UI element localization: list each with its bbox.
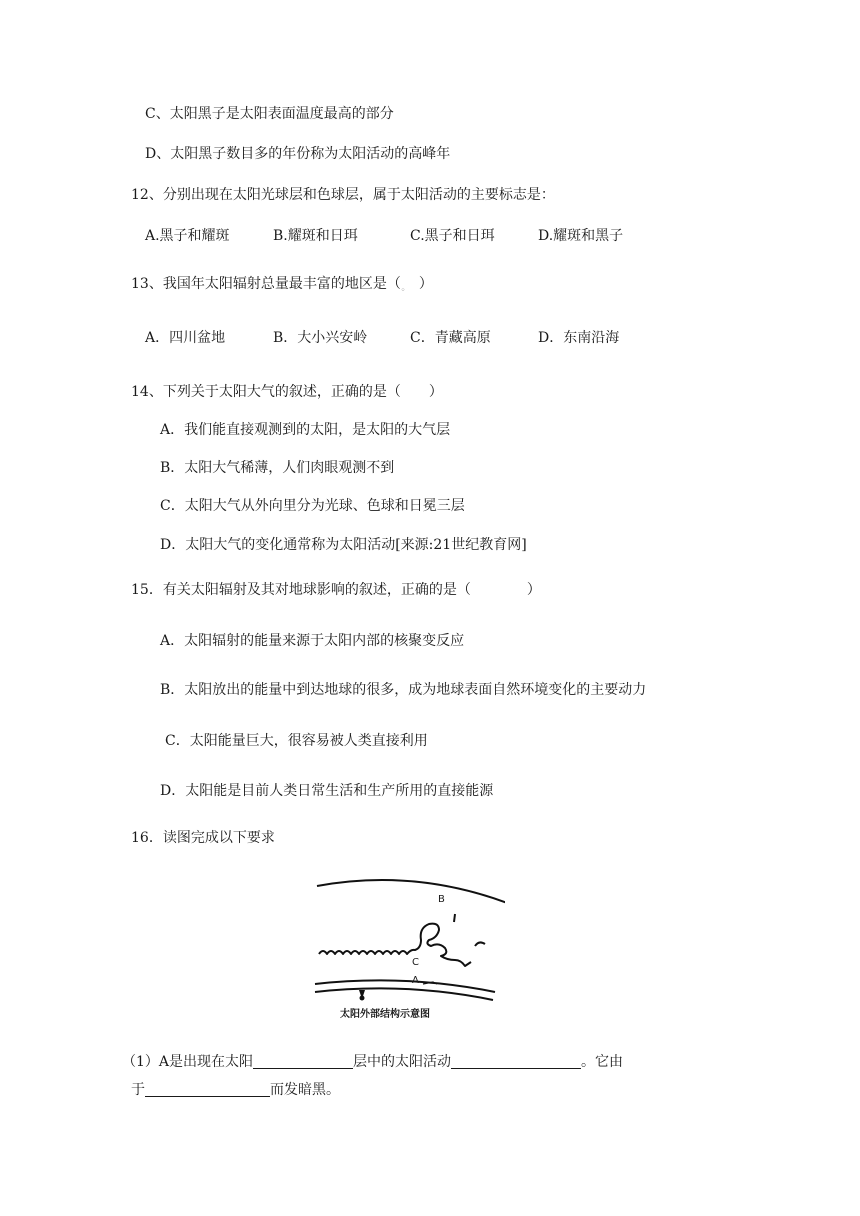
q14-option-a: A．我们能直接观测到的太阳，是太阳的大气层 <box>160 422 451 438</box>
figure-caption: 太阳外部结构示意图 <box>340 1009 430 1020</box>
q12-stem: 12、分别出现在太阳光球层和色球层，属于太阳活动的主要标志是： <box>131 187 555 203</box>
q16-sub1-part1: （1）A是出现在太阳 <box>122 1054 254 1070</box>
q16-sub1-part5: 而发暗黑。 <box>270 1082 340 1098</box>
q16-sub1-part4: 于 <box>131 1082 145 1098</box>
q13-stem <box>131 274 433 298</box>
q12-option-d: D.耀斑和黑子 <box>538 228 624 244</box>
q11-option-c: C、太阳黑子是太阳表面温度最高的部分 <box>145 106 394 122</box>
q11-option-d: D、太阳黑子数目多的年份称为太阳活动的高峰年 <box>145 146 451 162</box>
q13-option-b: B．大小兴安岭 <box>273 330 368 346</box>
label-a: A <box>412 975 419 986</box>
q15-option-d: D．太阳能是目前人类日常生活和生产所用的直接能源 <box>160 783 494 799</box>
q15-option-a: A．太阳辐射的能量来源于太阳内部的核聚变反应 <box>160 633 465 649</box>
b-marker <box>454 914 455 922</box>
q14-stem: 14、下列关于太阳大气的叙述，正确的是（ ） <box>131 384 443 400</box>
q13-option-d: D．东南沿海 <box>538 330 620 346</box>
q14-option-b: B．太阳大气稀薄，人们肉眼观测不到 <box>160 460 395 476</box>
sunspot-dot <box>360 996 365 1001</box>
q13-mark: 。 <box>401 283 411 293</box>
label-c: C <box>412 957 419 968</box>
q13-option-a: A．四川盆地 <box>145 330 226 346</box>
blank-layer[interactable] <box>253 1052 353 1069</box>
q16-sub1-part2: 层中的太阳活动 <box>353 1054 452 1070</box>
q15-stem: 15．有关太阳辐射及其对地球影响的叙述，正确的是（ ） <box>131 582 541 598</box>
q16-sub1-line1 <box>122 1052 623 1072</box>
photosphere-line-lower <box>315 988 493 1000</box>
sunspot-mark <box>359 990 365 996</box>
chromosphere-prominence <box>319 924 485 966</box>
q15-option-b: B．太阳放出的能量中到达地球的很多，成为地球表面自然环境变化的主要动力 <box>160 682 647 698</box>
q12-option-c: C.黑子和日珥 <box>410 228 495 244</box>
q12-option-b: B.耀斑和日珥 <box>273 228 358 244</box>
q15-option-c: C．太阳能量巨大，很容易被人类直接利用 <box>165 733 428 749</box>
q14-option-c: C．太阳大气从外向里分为光球、色球和日冕三层 <box>160 498 465 514</box>
q16-stem: 16．读图完成以下要求 <box>131 830 275 846</box>
blank-reason[interactable] <box>145 1080 270 1097</box>
corona-arc <box>317 880 505 904</box>
q13-stem-end: ） <box>418 276 433 292</box>
label-b: B <box>438 894 445 905</box>
q12-option-a: A.黑子和耀斑 <box>145 228 230 244</box>
q13-stem-text: 13、我国年太阳辐射总量最丰富的地区是（ <box>131 276 401 292</box>
q13-option-c: C．青藏高原 <box>410 330 491 346</box>
blank-activity[interactable] <box>451 1052 581 1069</box>
sun-structure-diagram <box>305 876 505 1026</box>
q14-option-d: D．太阳大气的变化通常称为太阳活动[来源:21世纪教育网] <box>160 537 527 553</box>
q16-sub1-part3: 。它由 <box>581 1054 624 1070</box>
q16-sub1-line2 <box>131 1080 340 1100</box>
